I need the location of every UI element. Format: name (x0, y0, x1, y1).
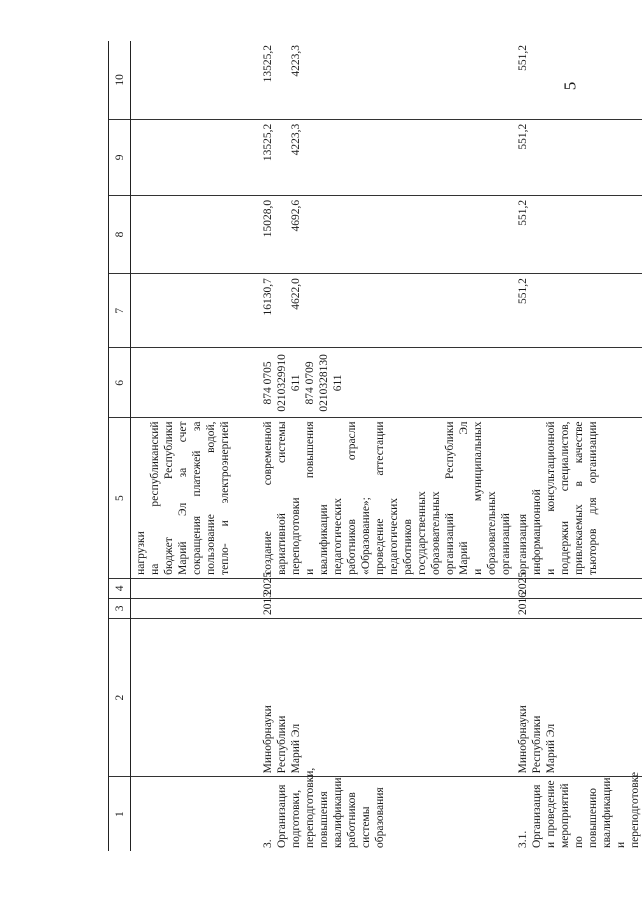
text-line: проведение аттестации (374, 421, 386, 575)
text-line: работников отрасли (346, 421, 358, 575)
executor-cell (258, 618, 513, 776)
activity-name-cell (513, 771, 642, 851)
activity-name-cell (258, 767, 513, 851)
text-line: бюджет Республики (163, 421, 175, 575)
text-line: поддержки специалистов, (559, 421, 571, 575)
text-line: 0210328130 (318, 354, 330, 412)
text-line: образования (374, 787, 386, 848)
header-cell: 3 (109, 598, 131, 618)
header-cell: 6 (109, 348, 131, 418)
amount-cell: 551,2 (513, 41, 642, 119)
header-cell: 9 (109, 119, 131, 195)
text-line: 4692,6 (290, 199, 302, 232)
end-year-cell: 2025 (513, 578, 642, 598)
text-line: и повышения (304, 421, 316, 575)
text-line: Республики (276, 715, 288, 774)
text-line: тепло- и электроэнергией (219, 421, 231, 575)
text-line: привлекаемых в качестве (573, 421, 585, 575)
text-line: «Образование»; (360, 497, 372, 575)
text-line: пользование водой, (205, 421, 217, 575)
rotated-table-container (108, 41, 641, 851)
text-line: 4223,3 (290, 123, 302, 156)
text-line: и проведение (545, 780, 557, 848)
text-line: и консультационной (545, 421, 557, 575)
text-line: работников системы (346, 792, 372, 848)
start-year-cell: 2013 (258, 598, 513, 618)
amount-cell (258, 41, 513, 119)
text-line: 874 0705 (262, 361, 274, 405)
text-line: Марий Эл (545, 723, 557, 774)
table-row (131, 41, 259, 851)
text-line: на республиканский (149, 421, 161, 575)
text-line: переподготовки, (304, 767, 316, 848)
text-line: Минобрнауки (517, 705, 529, 774)
header-cell: 8 (109, 195, 131, 273)
amount-cell: 551,2 (513, 119, 642, 195)
amount-cell: 551,2 (513, 274, 642, 348)
text-line: Минобрнауки (262, 705, 274, 774)
amount-cell (258, 274, 513, 348)
text-line: Марий Эл (290, 723, 302, 774)
text-line: образовательных (430, 491, 442, 575)
text-line: организаций (500, 513, 512, 575)
text-line: информационной (531, 489, 543, 575)
table-row (513, 41, 642, 851)
text-line: 0210329910 (276, 354, 288, 412)
text-line: организация (517, 513, 529, 575)
text-line: подготовки, (290, 789, 302, 848)
text-line: работников (402, 519, 414, 575)
header-cell: 2 (109, 618, 131, 776)
text-line: педагогических (332, 497, 344, 575)
text-line: и муниципальных (472, 421, 484, 575)
amount-cell (258, 119, 513, 195)
start-year-cell: 2016 (513, 598, 642, 618)
text-line: нагрузки (135, 531, 147, 575)
budget-code-cell (258, 348, 513, 418)
header-cell: 5 (109, 418, 131, 578)
text-line: организаций Республики (444, 421, 456, 575)
text-line: 15028,0 (262, 199, 274, 238)
text-line: и переподготовке (615, 771, 641, 848)
text-line (275, 278, 289, 344)
header-cell: 10 (109, 41, 131, 119)
text-line: Марий Эл (458, 421, 470, 575)
text-line: 874 0709 (304, 361, 316, 405)
header-row (109, 41, 131, 851)
text-line: создание современной (262, 421, 274, 575)
text-line: государственных (416, 491, 428, 575)
text-line: Марий Эл за счет (177, 421, 189, 575)
text-line: повышению (587, 788, 599, 848)
text-line (275, 45, 289, 116)
header-cell: 4 (109, 578, 131, 598)
header-cell: 1 (109, 777, 131, 851)
page-number: 5 (560, 81, 580, 91)
result-cell (131, 418, 259, 578)
text-line: 3. Организация (262, 784, 288, 848)
text-line: 611 (290, 374, 302, 392)
result-cell (258, 418, 513, 578)
executor-cell (513, 618, 642, 776)
text-line: 4223,3 (290, 45, 302, 77)
text-line: 3.1. Организация (517, 784, 543, 848)
text-line: 13525,2 (262, 123, 274, 162)
text-line: повышения квалификации (318, 777, 344, 848)
text-line (275, 124, 289, 192)
text-line: тьюторов для организации (587, 421, 599, 575)
amount-cell (258, 195, 513, 273)
result-cell (513, 418, 642, 578)
text-line (275, 200, 289, 270)
text-line: 13525,2 (262, 45, 274, 83)
program-table (108, 41, 642, 851)
text-line: 611 (332, 374, 344, 392)
end-year-cell: 2025 (258, 578, 513, 598)
amount-cell: 551,2 (513, 195, 642, 273)
text-line: переподготовки (290, 497, 302, 575)
text-line: квалификации (318, 504, 330, 575)
text-line: мероприятий по (559, 783, 585, 848)
text-line: 4622,0 (290, 278, 302, 310)
text-line: образовательных (486, 491, 498, 575)
text-line: 16130,7 (262, 278, 274, 316)
text-line: вариативной системы (276, 421, 288, 575)
text-line: квалификации (601, 777, 613, 848)
text-line: Республики (531, 715, 543, 774)
text-line: педагогических (388, 497, 400, 575)
table-row (258, 41, 513, 851)
header-cell: 7 (109, 274, 131, 348)
text-line: сокращения платежей за (191, 421, 203, 575)
